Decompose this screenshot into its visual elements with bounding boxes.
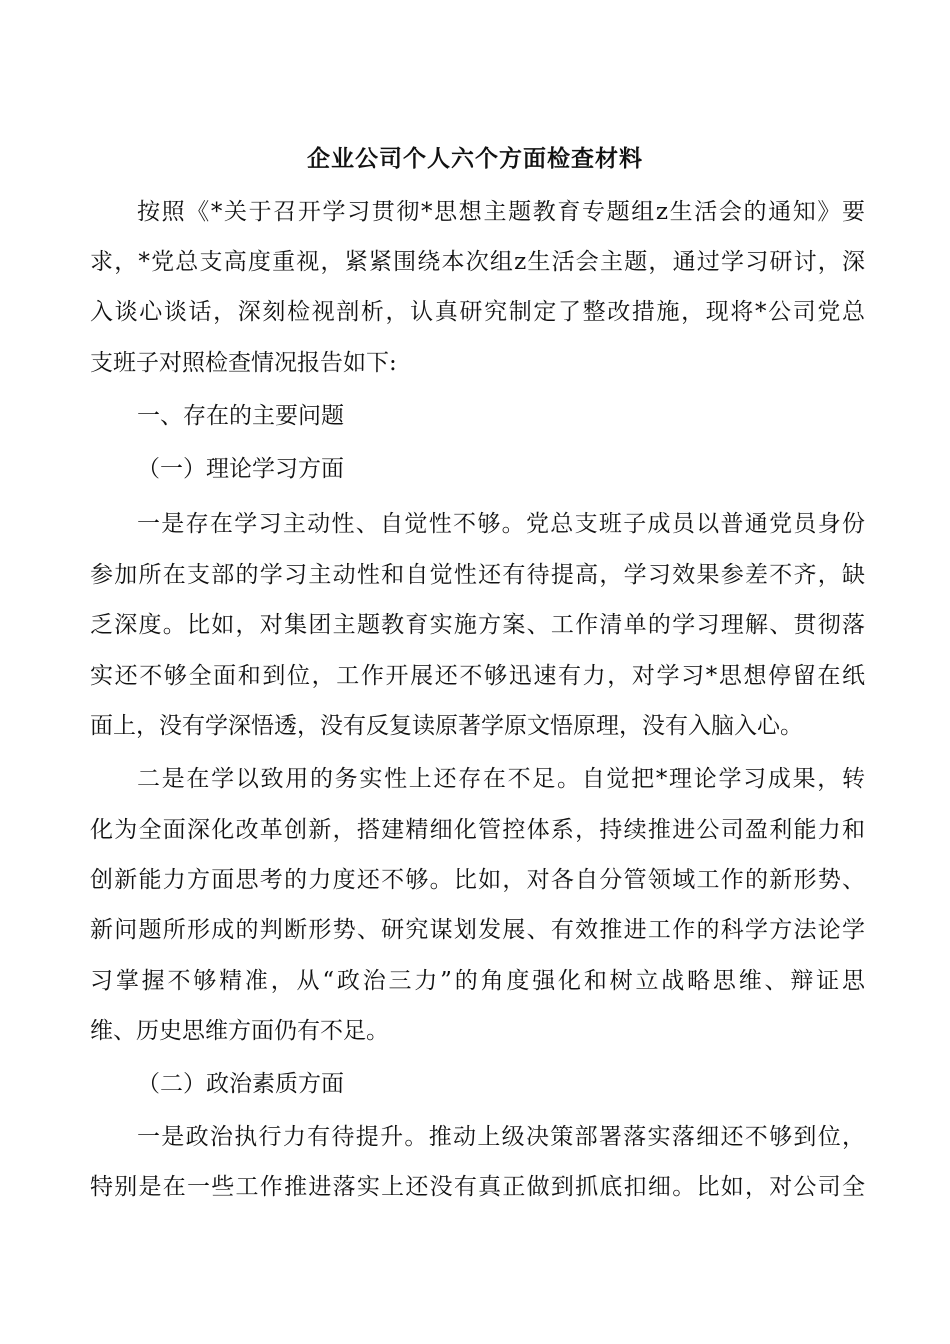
para1-line-2: 参加所在支部的学习主动性和自觉性还有待提高，学习效果参差不齐，缺: [90, 562, 865, 588]
para1-line-5: 面上，没有学深悟透，没有反复读原著学原文悟原理，没有入脑入心。: [90, 713, 803, 739]
para1-line-4: 实还不够全面和到位，工作开展还不够迅速有力，对学习*思想停留在纸: [90, 663, 865, 689]
para1-line-1: 一是存在学习主动性、自觉性不够。党总支班子成员以普通党员身份: [137, 511, 865, 537]
document-title: 企业公司个人六个方面检查材料: [307, 145, 643, 172]
para2-line-5: 习掌握不够精准，从“政治三力”的角度强化和树立战略思维、辩证思: [90, 968, 865, 994]
para3-line-1: 一是政治执行力有待提升。推动上级决策部署落实落细还不够到位，: [137, 1124, 865, 1150]
section-heading-problems: 一、存在的主要问题: [137, 403, 344, 429]
intro-line-3: 入谈心谈话，深刻检视剖析，认真研究制定了整改措施，现将*公司党总: [90, 299, 865, 325]
subsection-heading-political: （二）政治素质方面: [137, 1071, 344, 1097]
intro-line-1: 按照《*关于召开学习贯彻*思想主题教育专题组z生活会的通知》要: [137, 199, 865, 225]
intro-line-4: 支班子对照检查情况报告如下:: [90, 350, 397, 376]
para2-line-4: 新问题所形成的判断形势、研究谋划发展、有效推进工作的科学方法论学: [90, 917, 865, 943]
para1-line-3: 乏深度。比如，对集团主题教育实施方案、工作清单的学习理解、贯彻落: [90, 612, 865, 638]
subsection-heading-theory: （一）理论学习方面: [137, 456, 344, 482]
para2-line-3: 创新能力方面思考的力度还不够。比如，对各自分管领域工作的新形势、: [90, 867, 865, 893]
intro-line-2: 求，*党总支高度重视，紧紧围绕本次组z生活会主题，通过学习研讨，深: [90, 249, 865, 275]
para2-line-2: 化为全面深化改革创新，搭建精细化管控体系，持续推进公司盈利能力和: [90, 817, 865, 843]
para3-line-2: 特别是在一些工作推进落实上还没有真正做到抓底扣细。比如，对公司全: [90, 1174, 865, 1200]
para2-line-1: 二是在学以致用的务实性上还存在不足。自觉把*理论学习成果，转: [137, 766, 865, 792]
para2-line-6: 维、历史思维方面仍有不足。: [90, 1018, 389, 1044]
